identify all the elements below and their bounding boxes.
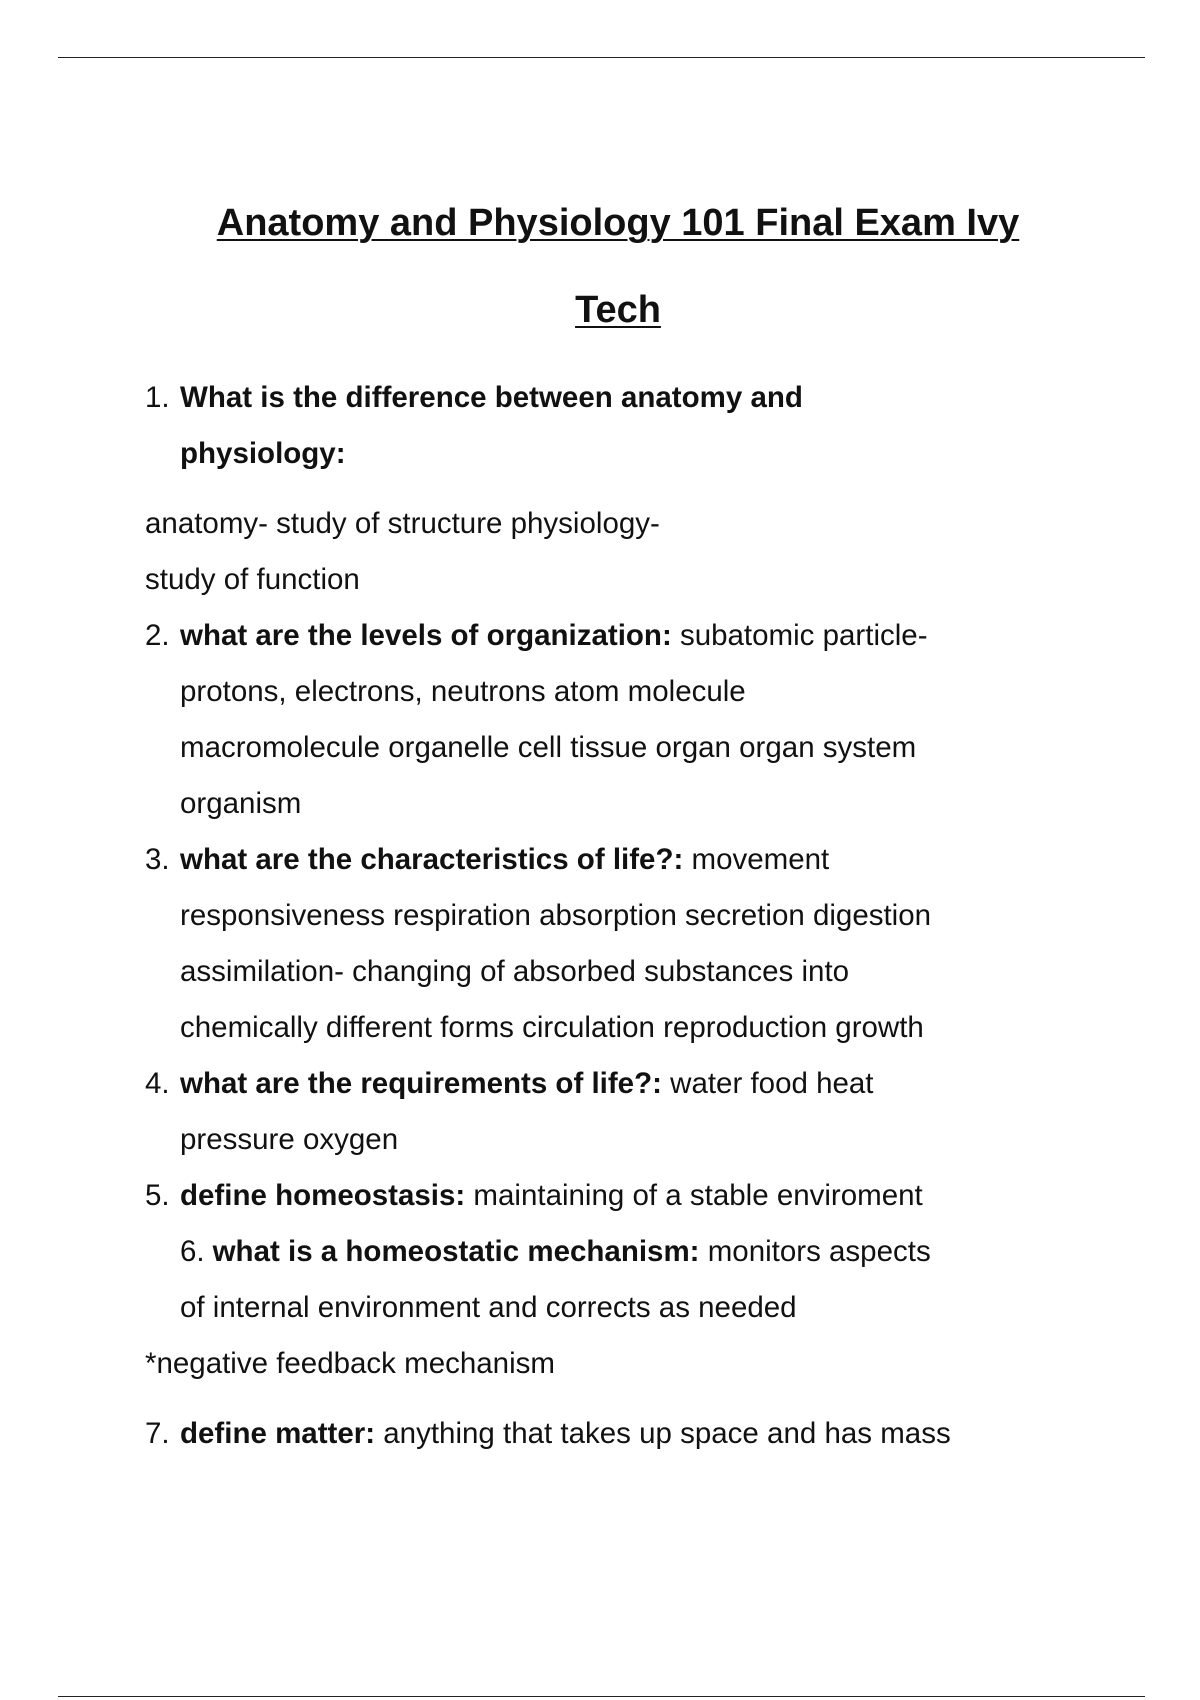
answer-1-line-1: anatomy- study of structure physiology- [145,507,660,540]
question-1 [145,370,1045,482]
answer-6-part-1: monitors aspects [699,1235,931,1268]
answer-4-part-1: water food heat [661,1067,874,1100]
top-rule [58,57,1145,58]
question-2-text: what are the levels of organization: [180,619,672,652]
answer-3-part-4: chemically different forms circulation reproduction growth [180,1011,924,1044]
question-4-number: 4. [145,1067,170,1100]
question-4 [145,1056,1045,1168]
answer-2-part-4: organism [180,787,302,820]
answer-7: anything that takes up space and has mass [375,1417,951,1450]
question-6 [145,1224,1045,1336]
question-1-text-line-2: physiology: [180,437,346,470]
question-1-text-line-1: What is the difference between anatomy and [180,381,803,414]
answer-2-part-2: protons, electrons, neutrons atom molecule [180,675,746,708]
answer-6-part-2: of internal environment and corrects as needed [180,1291,797,1324]
answer-3-part-1: movement [683,843,830,876]
bottom-rule [58,1696,1145,1697]
answer-5: maintaining of a stable enviroment [465,1179,923,1212]
question-3-number: 3. [145,843,170,876]
question-7-number: 7. [145,1417,170,1450]
question-7-text: define matter: [180,1417,376,1450]
question-2 [145,608,1045,832]
answer-2-part-1: subatomic particle- [671,619,928,652]
question-5-text: define homeostasis: [180,1179,466,1212]
question-3-text: what are the characteristics of life?: [180,843,684,876]
question-2-number: 2. [145,619,170,652]
answer-3-part-3: assimilation- changing of absorbed substances into [180,955,850,988]
question-4-text: what are the requirements of life?: [180,1067,662,1100]
question-6-number: 6. [180,1235,205,1268]
answer-4-part-2: pressure oxygen [180,1123,399,1156]
question-6-text: what is a homeostatic mechanism: [212,1235,700,1268]
answer-1-line-2: study of function [145,563,360,596]
document-title-line-2: Tech [575,289,661,331]
question-3 [145,832,1045,1056]
answer-6-note: *negative feedback mechanism [145,1347,555,1380]
question-7 [145,1406,1045,1462]
answer-3-part-2: responsiveness respiration absorption secretion digestion [180,899,932,932]
question-5 [145,1168,1045,1224]
question-5-number: 5. [145,1179,170,1212]
document-title-line-1: Anatomy and Physiology 101 Final Exam Ivy [216,202,1020,244]
answer-2-part-3: macromolecule organelle cell tissue organ organ system [180,731,917,764]
document-body [145,370,1045,1462]
question-1-number: 1. [145,381,170,414]
